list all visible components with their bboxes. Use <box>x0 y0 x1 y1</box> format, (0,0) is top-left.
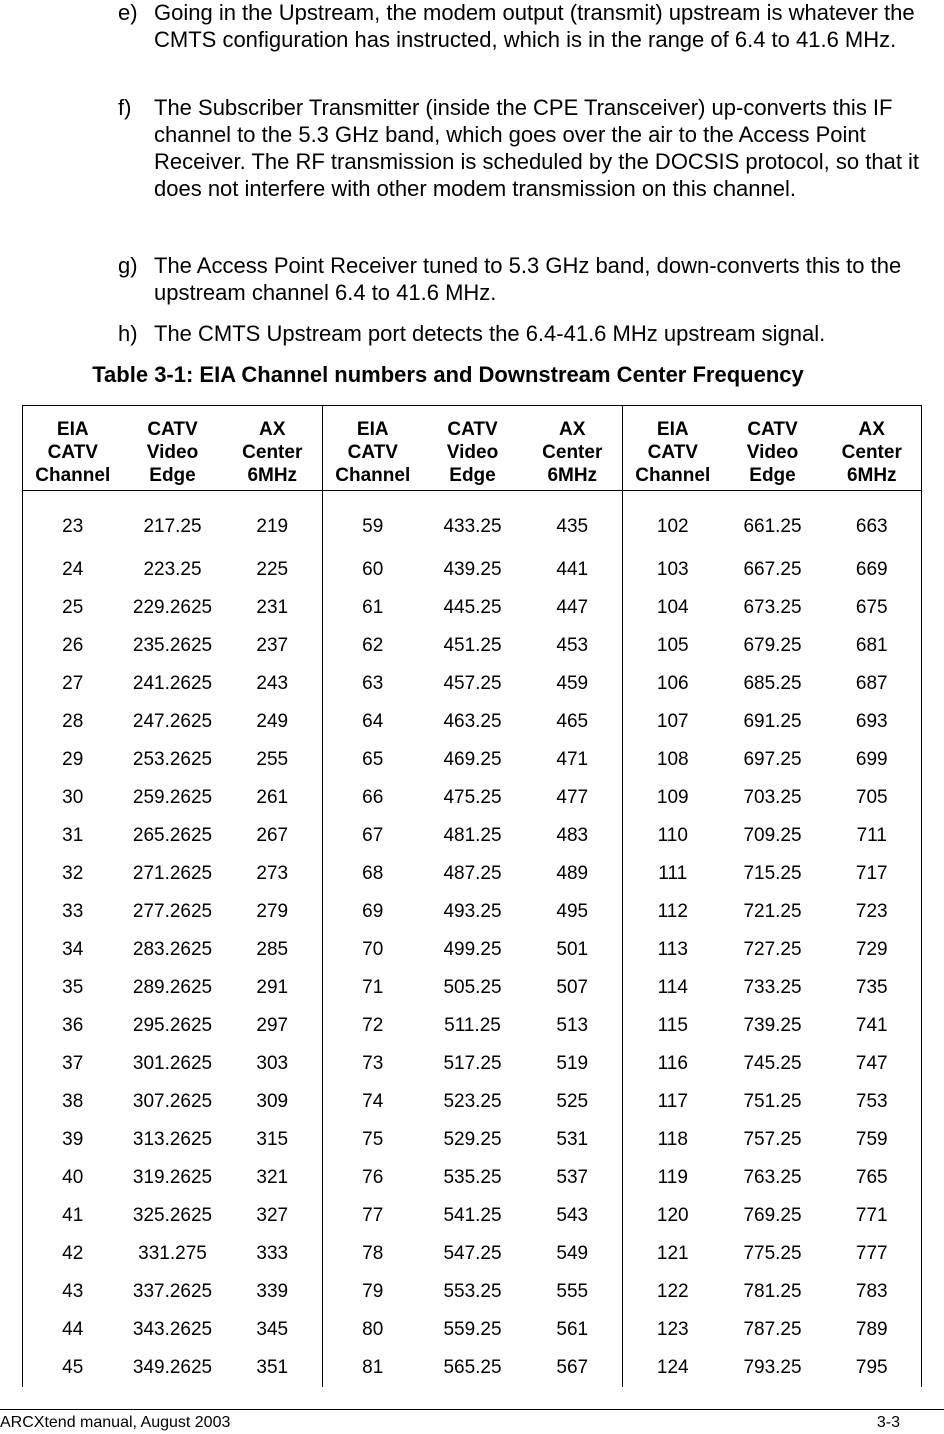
table-cell: 717 <box>823 855 922 893</box>
table-cell: 295.2625 <box>132 1015 213 1036</box>
table-cell: 253.2625 <box>132 749 213 770</box>
table-cell: 745.25 <box>743 1053 802 1074</box>
table-cell: 31 <box>23 817 123 855</box>
column-header-line: Channel <box>35 465 111 486</box>
table-cell: 343.2625 <box>132 1319 213 1340</box>
table-row <box>23 1007 922 1045</box>
table-cell: 235.2625 <box>132 635 213 656</box>
table-cell: 559.25 <box>443 1319 502 1340</box>
table-cell: 517.25 <box>443 1053 502 1074</box>
table-cell: 457.25 <box>443 673 502 694</box>
table-cell: 105 <box>623 627 723 665</box>
table-cell: 495 <box>556 901 589 922</box>
table-cell: 267 <box>256 825 289 846</box>
table-cell: 735 <box>823 969 922 1007</box>
column-header-line: Center <box>841 442 902 463</box>
table-cell: 25 <box>23 589 123 627</box>
table-cell: 45 <box>23 1349 123 1387</box>
table-cell: 109 <box>623 779 723 817</box>
table-cell: 37 <box>23 1045 123 1083</box>
table-cell: 64 <box>323 703 423 741</box>
column-header <box>123 406 223 491</box>
table-cell: 525 <box>556 1091 589 1112</box>
column-header-line: Channel <box>635 465 711 486</box>
table-cell: 703.25 <box>743 787 802 808</box>
table-cell: 225 <box>256 559 289 580</box>
table-cell: 325.2625 <box>132 1205 213 1226</box>
table-cell: 459 <box>556 673 589 694</box>
table-cell: 547.25 <box>443 1243 502 1264</box>
table-row <box>23 779 922 817</box>
table-cell: 309 <box>256 1091 289 1112</box>
table-cell: 108 <box>623 741 723 779</box>
table-cell: 477 <box>556 787 589 808</box>
table-row <box>23 1197 922 1235</box>
table-cell: 223.25 <box>143 559 202 580</box>
table-cell: 511.25 <box>444 1015 501 1036</box>
table-cell: 26 <box>23 627 123 665</box>
table-row <box>23 893 922 931</box>
table-cell: 433.25 <box>443 515 502 537</box>
table-cell: 675 <box>823 589 922 627</box>
table-cell: 673.25 <box>743 597 802 618</box>
column-header-line: Video <box>146 442 199 463</box>
column-header-line: CATV <box>747 419 798 440</box>
table-cell: 757.25 <box>743 1129 802 1150</box>
table-cell: 32 <box>23 855 123 893</box>
table-cell: 103 <box>623 551 723 589</box>
table-cell: 259.2625 <box>132 787 213 808</box>
table-cell: 561 <box>556 1319 589 1340</box>
table-row <box>23 741 922 779</box>
table-cell: 753 <box>823 1083 922 1121</box>
table-cell: 537 <box>556 1167 589 1188</box>
table-cell: 727.25 <box>743 939 802 960</box>
table-cell: 715.25 <box>743 863 802 884</box>
table-cell: 711 <box>823 817 922 855</box>
table-cell: 120 <box>623 1197 723 1235</box>
table-cell: 439.25 <box>443 559 502 580</box>
table-cell: 35 <box>23 969 123 1007</box>
table-cell: 729 <box>823 931 922 969</box>
table-cell: 301.2625 <box>132 1053 213 1074</box>
table-cell: 549 <box>556 1243 589 1264</box>
table-cell: 124 <box>623 1349 723 1387</box>
table-cell: 349.2625 <box>132 1357 213 1378</box>
table-cell: 65 <box>323 741 423 779</box>
table-cell: 541.25 <box>443 1205 502 1226</box>
table-cell: 75 <box>323 1121 423 1159</box>
column-header-line: Edge <box>449 465 496 486</box>
table-cell: 79 <box>323 1273 423 1311</box>
table-cell: 122 <box>623 1273 723 1311</box>
table-cell: 751.25 <box>743 1091 802 1112</box>
table-cell: 555 <box>556 1281 589 1302</box>
table-cell: 567 <box>556 1357 589 1378</box>
column-header <box>723 406 823 491</box>
table-cell: 27 <box>23 665 123 703</box>
table-row <box>23 855 922 893</box>
table-cell: 66 <box>323 779 423 817</box>
table-cell: 107 <box>623 703 723 741</box>
step-text: The Subscriber Transmitter (inside the CPE Transceiver) up-converts this IF channel to the 5.3 GHz band, which goes over the air to the Access Point Receiver. The RF transmission is scheduled by the DOCSIS protocol, so that it does not interfere with other modem transmission on this channel. <box>154 95 920 201</box>
table-cell: 279 <box>256 901 289 922</box>
table-cell: 123 <box>623 1311 723 1349</box>
table-cell: 783 <box>823 1273 922 1311</box>
table-cell: 469.25 <box>443 749 502 770</box>
table-cell: 519 <box>556 1053 589 1074</box>
footer-rule <box>0 1409 944 1410</box>
table-row <box>23 551 922 589</box>
table-cell: 327 <box>256 1205 289 1226</box>
column-header <box>23 406 123 491</box>
table-cell: 114 <box>623 969 723 1007</box>
table-cell: 77 <box>323 1197 423 1235</box>
table-cell: 481.25 <box>443 825 502 846</box>
table-cell: 789 <box>823 1311 922 1349</box>
table-cell: 447 <box>556 597 589 618</box>
table-cell: 24 <box>23 551 123 589</box>
table-cell: 513 <box>556 1015 589 1036</box>
table-row <box>23 1121 922 1159</box>
table-cell: 739.25 <box>743 1015 802 1036</box>
table-cell: 68 <box>323 855 423 893</box>
step-letter: h) <box>118 321 138 346</box>
table-cell: 669 <box>823 551 922 589</box>
table-cell: 681 <box>823 627 922 665</box>
table-cell: 118 <box>623 1121 723 1159</box>
table-cell: 261 <box>256 787 289 808</box>
column-header-line: CATV <box>47 442 98 463</box>
table-cell: 339 <box>256 1281 289 1302</box>
table-cell: 23 <box>23 491 123 552</box>
table-cell: 285 <box>256 939 289 960</box>
table-cell: 777 <box>823 1235 922 1273</box>
table-cell: 553.25 <box>443 1281 502 1302</box>
column-header-line: Center <box>542 442 603 463</box>
step-text: The CMTS Upstream port detects the 6.4-41.6 MHz upstream signal. <box>154 321 826 346</box>
table-cell: 62 <box>323 627 423 665</box>
column-header-line: CATV <box>347 442 398 463</box>
table-cell: 303 <box>256 1053 289 1074</box>
table-cell: 793.25 <box>743 1357 802 1378</box>
table-cell: 697.25 <box>743 749 802 770</box>
table-row <box>23 931 922 969</box>
table-cell: 463.25 <box>443 711 502 732</box>
table-row <box>23 627 922 665</box>
table-cell: 501 <box>556 939 589 960</box>
table-cell: 67 <box>323 817 423 855</box>
step-letter: g) <box>118 253 138 278</box>
step-letter: f) <box>118 95 132 120</box>
table-cell: 661.25 <box>743 515 802 537</box>
table-cell: 705 <box>823 779 922 817</box>
table-cell: 110 <box>623 817 723 855</box>
table-row <box>23 817 922 855</box>
table-cell: 41 <box>23 1197 123 1235</box>
table-cell: 741 <box>823 1007 922 1045</box>
table-cell: 723 <box>823 893 922 931</box>
table-cell: 229.2625 <box>132 597 213 618</box>
table-cell: 759 <box>823 1121 922 1159</box>
table-cell: 29 <box>23 741 123 779</box>
table-row <box>23 1273 922 1311</box>
column-header-line: Edge <box>749 465 796 486</box>
table-cell: 36 <box>23 1007 123 1045</box>
table-cell: 72 <box>323 1007 423 1045</box>
footer-document-title: ARCXtend manual, August 2003 <box>0 1414 231 1431</box>
table-cell: 475.25 <box>443 787 502 808</box>
table-cell: 59 <box>323 491 423 552</box>
column-header-line: 6MHz <box>846 465 897 486</box>
table-cell: 505.25 <box>443 977 502 998</box>
table-header <box>23 406 922 491</box>
table-cell: 74 <box>323 1083 423 1121</box>
table-cell: 441 <box>556 559 589 580</box>
table-cell: 291 <box>256 977 289 998</box>
table-cell: 747 <box>823 1045 922 1083</box>
table-cell: 351 <box>256 1357 289 1378</box>
table-row <box>23 1159 922 1197</box>
table-cell: 277.2625 <box>132 901 213 922</box>
column-header-line: Channel <box>335 465 411 486</box>
table-cell: 102 <box>623 491 723 552</box>
column-header-line: 6MHz <box>247 465 298 486</box>
table-cell: 40 <box>23 1159 123 1197</box>
eia-channel-table <box>22 405 922 1387</box>
table-cell: 297 <box>256 1015 289 1036</box>
column-header-line: 6MHz <box>547 465 598 486</box>
table-cell: 315 <box>256 1129 289 1150</box>
column-header-line: CATV <box>647 442 698 463</box>
table-row <box>23 703 922 741</box>
table-cell: 237 <box>256 635 289 656</box>
table-cell: 273 <box>256 863 289 884</box>
table-caption <box>0 362 944 388</box>
table-cell: 80 <box>323 1311 423 1349</box>
table-cell: 289.2625 <box>132 977 213 998</box>
table-cell: 565.25 <box>443 1357 502 1378</box>
column-header-line: Video <box>446 442 499 463</box>
table-cell: 34 <box>23 931 123 969</box>
table-cell: 116 <box>623 1045 723 1083</box>
table-cell: 535.25 <box>443 1167 502 1188</box>
table-cell: 73 <box>323 1045 423 1083</box>
table-row <box>23 1083 922 1121</box>
table-cell: 771 <box>823 1197 922 1235</box>
column-header-line: AX <box>259 419 286 440</box>
table-cell: 247.2625 <box>132 711 213 732</box>
table-cell: 104 <box>623 589 723 627</box>
table-cell: 38 <box>23 1083 123 1121</box>
table-row <box>23 1349 922 1387</box>
column-header-line: Video <box>746 442 799 463</box>
column-header <box>523 406 623 491</box>
table-cell: 249 <box>256 711 289 732</box>
table-cell: 219 <box>256 515 289 537</box>
table-cell: 42 <box>23 1235 123 1273</box>
table-cell: 217.25 <box>143 515 202 537</box>
table-cell: 33 <box>23 893 123 931</box>
table-cell: 43 <box>23 1273 123 1311</box>
table-cell: 115 <box>623 1007 723 1045</box>
table-row <box>23 665 922 703</box>
table-cell: 76 <box>323 1159 423 1197</box>
table-cell: 487.25 <box>443 863 502 884</box>
table-cell: 699 <box>823 741 922 779</box>
table-cell: 307.2625 <box>132 1091 213 1112</box>
table-cell: 61 <box>323 589 423 627</box>
table-cell: 111 <box>623 855 723 893</box>
table-cell: 465 <box>556 711 589 732</box>
table-cell: 283.2625 <box>132 939 213 960</box>
column-header-line: EIA <box>656 419 689 440</box>
table-cell: 471 <box>556 749 589 770</box>
table-row <box>23 491 922 552</box>
table-cell: 78 <box>323 1235 423 1273</box>
column-header-line: AX <box>559 419 586 440</box>
table-cell: 733.25 <box>743 977 802 998</box>
table-cell: 112 <box>623 893 723 931</box>
header-row <box>23 406 922 491</box>
table-cell: 231 <box>256 597 289 618</box>
step-text: The Access Point Receiver tuned to 5.3 GHz band, down-converts this to the upstream channel 6.4 to 41.6 MHz. <box>154 253 902 305</box>
table-cell: 787.25 <box>743 1319 802 1340</box>
column-header <box>323 406 423 491</box>
table-cell: 71 <box>323 969 423 1007</box>
table-cell: 243 <box>256 673 289 694</box>
column-header <box>623 406 723 491</box>
table-cell: 721.25 <box>743 901 802 922</box>
column-header-line: CATV <box>147 419 198 440</box>
table-cell: 69 <box>323 893 423 931</box>
table-cell: 451.25 <box>443 635 502 656</box>
table-cell: 529.25 <box>443 1129 502 1150</box>
column-header <box>223 406 323 491</box>
column-header <box>823 406 922 491</box>
table-cell: 709.25 <box>743 825 802 846</box>
table-cell: 523.25 <box>443 1091 502 1112</box>
table-cell: 453 <box>556 635 589 656</box>
table-cell: 117 <box>623 1083 723 1121</box>
table-cell: 775.25 <box>743 1243 802 1264</box>
table-cell: 663 <box>823 491 922 552</box>
table-body <box>23 491 922 1388</box>
table-cell: 333 <box>256 1243 289 1264</box>
table-caption-text: Table 3-1: EIA Channel numbers and Downstream Center Frequency <box>92 362 804 387</box>
table-cell: 543 <box>556 1205 589 1226</box>
table-cell: 531 <box>556 1129 589 1150</box>
step-letter: e) <box>118 0 138 25</box>
table-cell: 667.25 <box>743 559 802 580</box>
table-cell: 113 <box>623 931 723 969</box>
table-cell: 331.275 <box>138 1243 207 1264</box>
table-cell: 499.25 <box>443 939 502 960</box>
table-cell: 28 <box>23 703 123 741</box>
table-cell: 241.2625 <box>132 673 213 694</box>
table-cell: 106 <box>623 665 723 703</box>
table-cell: 321 <box>256 1167 289 1188</box>
table-cell: 685.25 <box>743 673 802 694</box>
table-cell: 445.25 <box>443 597 502 618</box>
column-header-line: Center <box>242 442 303 463</box>
table-cell: 769.25 <box>743 1205 802 1226</box>
table-cell: 489 <box>556 863 589 884</box>
table-row <box>23 1235 922 1273</box>
table-cell: 313.2625 <box>132 1129 213 1150</box>
column-header-line: CATV <box>447 419 498 440</box>
table-cell: 70 <box>323 931 423 969</box>
table-cell: 345 <box>256 1319 289 1340</box>
table-cell: 44 <box>23 1311 123 1349</box>
step-text: Going in the Upstream, the modem output (transmit) upstream is whatever the CMTS configuration has instructed, which is in the range of 6.4 to 41.6 MHz. <box>154 0 915 52</box>
footer-page-number: 3-3 <box>876 1414 900 1431</box>
table-cell: 781.25 <box>743 1281 802 1302</box>
table-cell: 271.2625 <box>132 863 213 884</box>
table-cell: 337.2625 <box>132 1281 213 1302</box>
column-header-line: Edge <box>149 465 196 486</box>
table-cell: 319.2625 <box>132 1167 213 1188</box>
table-row <box>23 969 922 1007</box>
table-cell: 693 <box>823 703 922 741</box>
column-header-line: AX <box>858 419 885 440</box>
column-header-line: EIA <box>56 419 89 440</box>
table-cell: 119 <box>623 1159 723 1197</box>
table-cell: 81 <box>323 1349 423 1387</box>
table-cell: 483 <box>556 825 589 846</box>
table-cell: 691.25 <box>743 711 802 732</box>
table-cell: 60 <box>323 551 423 589</box>
table-cell: 795 <box>823 1349 922 1387</box>
column-header-line: EIA <box>356 419 389 440</box>
column-header <box>423 406 523 491</box>
table-cell: 435 <box>556 515 589 537</box>
table-cell: 763.25 <box>743 1167 802 1188</box>
table-cell: 30 <box>23 779 123 817</box>
table-cell: 493.25 <box>443 901 502 922</box>
table-cell: 687 <box>823 665 922 703</box>
table-row <box>23 1045 922 1083</box>
table-cell: 121 <box>623 1235 723 1273</box>
table-cell: 507 <box>556 977 589 998</box>
table-cell: 265.2625 <box>132 825 213 846</box>
table-cell: 679.25 <box>743 635 802 656</box>
table-cell: 255 <box>256 749 289 770</box>
table-row <box>23 1311 922 1349</box>
table-cell: 765 <box>823 1159 922 1197</box>
table-cell: 39 <box>23 1121 123 1159</box>
table-row <box>23 589 922 627</box>
table-cell: 63 <box>323 665 423 703</box>
